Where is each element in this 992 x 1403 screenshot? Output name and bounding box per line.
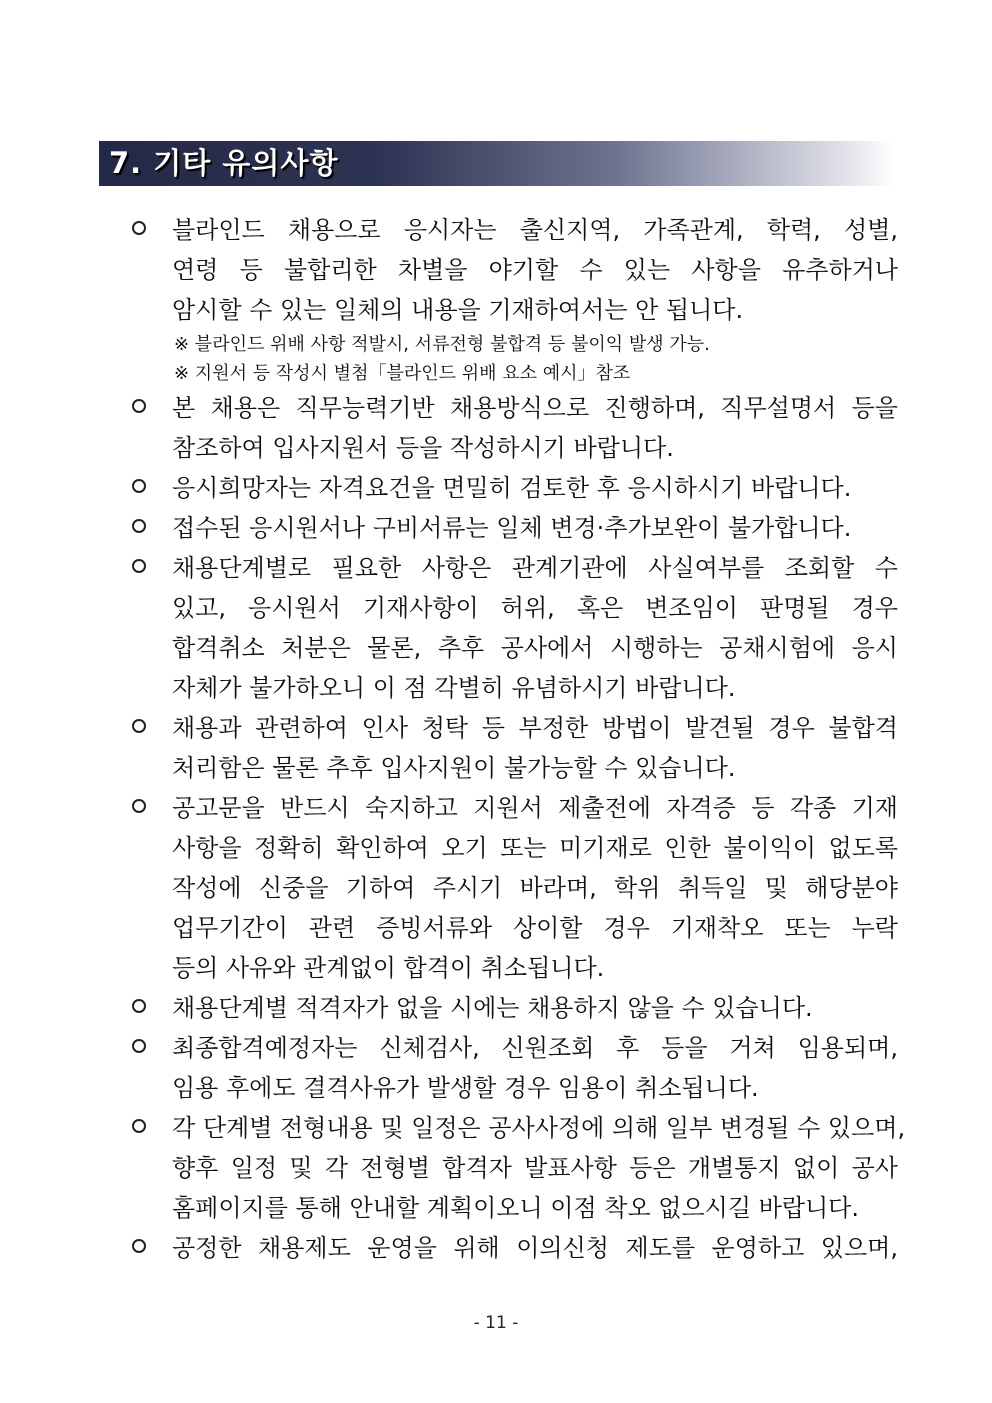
section-title: 7. 기타 유의사항 [109,146,339,180]
item-line: 등의 사유와 관계없이 합격이 취소됩니다. [172,954,605,982]
list-item [132,508,898,548]
list-item [132,1028,898,1108]
list-item [132,210,898,388]
item-line: 본 채용은 직무능력기반 채용방식으로 진행하며, 직무설명서 등을 [172,394,898,422]
list-item [132,388,898,468]
circle-bullet-icon [132,999,146,1013]
item-line: 응시희망자는 자격요건을 면밀히 검토한 후 응시하시기 바랍니다. [172,474,852,502]
item-line: 업무기간이 관련 증빙서류와 상이할 경우 기재착오 또는 누락 [172,914,898,942]
list-item [132,788,898,988]
item-line: 각 단계별 전형내용 및 일정은 공사사정에 의해 일부 변경될 수 있으며, [172,1114,906,1142]
item-line: 채용과 관련하여 인사 청탁 등 부정한 방법이 발견될 경우 불합격 [172,714,898,742]
item-line: 향후 일정 및 각 전형별 합격자 발표사항 등은 개별통지 없이 공사 [172,1154,898,1182]
item-line: 암시할 수 있는 일체의 내용을 기재하여서는 안 됩니다. [172,296,744,324]
list-item [132,1228,898,1268]
list-item [132,708,898,788]
circle-bullet-icon [132,221,146,235]
circle-bullet-icon [132,479,146,493]
notice-list [132,210,906,1268]
item-line: 처리함은 물론 추후 입사지원이 불가능할 수 있습니다. [172,754,736,782]
item-line: 접수된 응시원서나 구비서류는 일체 변경·추가보완이 불가합니다. [172,514,852,542]
list-item [132,548,898,708]
item-note: ※ 블라인드 위배 사항 적발시, 서류전형 불합격 등 불이익 발생 가능. [174,334,710,355]
circle-bullet-icon [132,399,146,413]
item-line: 작성에 신중을 기하여 주시기 바라며, 학위 취득일 및 해당분야 [172,874,898,902]
list-item [132,468,898,508]
circle-bullet-icon [132,559,146,573]
item-line: 자체가 불가하오니 이 점 각별히 유념하시기 바랍니다. [172,674,736,702]
item-line: 연령 등 불합리한 차별을 야기할 수 있는 사항을 유추하거나 [172,256,898,284]
item-line: 채용단계별 적격자가 없을 시에는 채용하지 않을 수 있습니다. [172,994,813,1022]
item-line: 최종합격예정자는 신체검사, 신원조회 후 등을 거쳐 임용되며, [172,1034,898,1062]
circle-bullet-icon [132,519,146,533]
item-line: 공정한 채용제도 운영을 위해 이의신청 제도를 운영하고 있으며, [172,1234,898,1262]
item-line: 홈페이지를 통해 안내할 계획이오니 이점 착오 없으시길 바랍니다. [172,1194,859,1222]
circle-bullet-icon [132,1039,146,1053]
item-line: 사항을 정확히 확인하여 오기 또는 미기재로 인한 불이익이 없도록 [172,834,898,862]
circle-bullet-icon [132,719,146,733]
item-line: 참조하여 입사지원서 등을 작성하시기 바랍니다. [172,434,674,462]
item-line: 있고, 응시원서 기재사항이 허위, 혹은 변조임이 판명될 경우 [172,594,898,622]
page-number: - 11 - [473,1313,519,1333]
item-line: 채용단계별로 필요한 사항은 관계기관에 사실여부를 조회할 수 [172,554,898,582]
circle-bullet-icon [132,1119,146,1133]
item-note: ※ 지원서 등 작성시 별첨「블라인드 위배 요소 예시」참조 [174,363,631,384]
circle-bullet-icon [132,1239,146,1253]
item-line: 임용 후에도 결격사유가 발생할 경우 임용이 취소됩니다. [172,1074,759,1102]
item-line: 블라인드 채용으로 응시자는 출신지역, 가족관계, 학력, 성별, [172,216,898,244]
list-item [132,988,898,1028]
item-line: 합격취소 처분은 물론, 추후 공사에서 시행하는 공채시험에 응시 [172,634,898,662]
item-line: 공고문을 반드시 숙지하고 지원서 제출전에 자격증 등 각종 기재 [172,794,898,822]
section-header-bar [99,141,894,186]
list-item [132,1108,906,1228]
circle-bullet-icon [132,799,146,813]
